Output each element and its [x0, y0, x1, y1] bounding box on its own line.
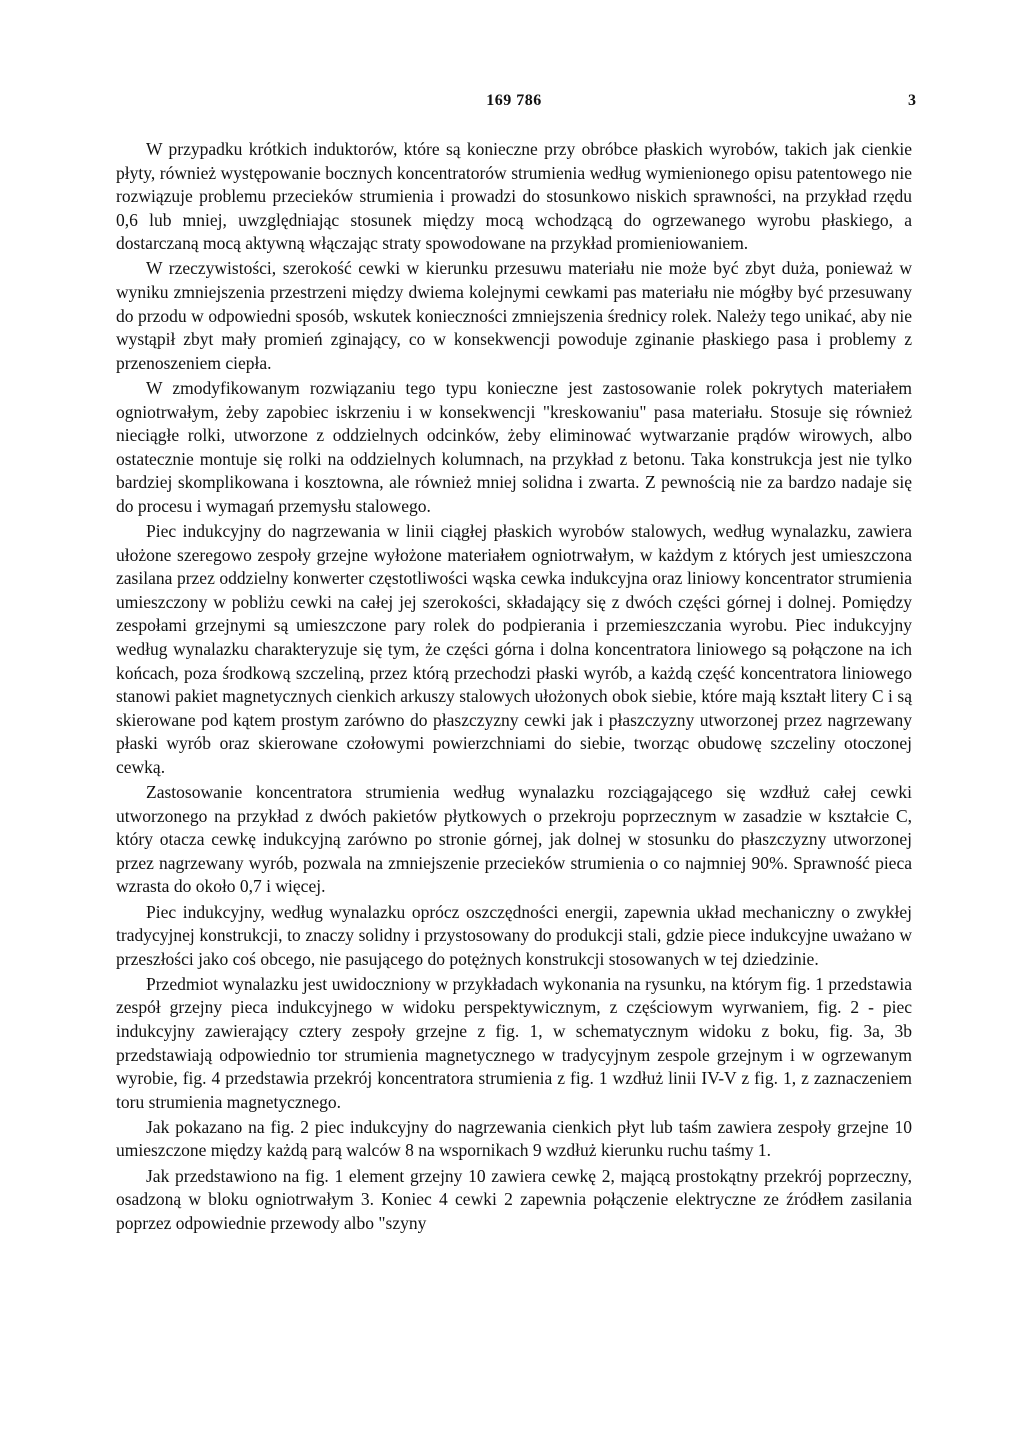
paragraph: Jak przedstawiono na fig. 1 element grzejny 10 zawiera cewkę 2, mającą prostokątny przekrój poprzeczny, osadzoną w bloku ogniotrwałym 3. Koniec 4 cewki 2 zapewnia połączenie elektryczne ze źródłem zasilania poprzez odpowiednie przewody albo "szyny: [116, 1165, 912, 1233]
page-header: [116, 92, 916, 118]
document-page: [116, 92, 916, 1237]
patent-number: 169 786: [486, 92, 542, 109]
paragraph: W zmodyfikowanym rozwiązaniu tego typu konieczne jest zastosowanie rolek pokrytych materiałem ogniotrwałym, żeby zapobiec iskrzeniu i w konsekwencji "kreskowaniu" pasa materiału. Stosuje się również nieciągłe rolki, utworzone z oddzielnych odcinków, żeby eliminować wytwarzanie prądów wirowych, albo ostatecznie montuje się rolki na oddzielnych kolumnach, na przykład z betonu. Taka konstrukcja jest nie tylko bardziej skomplikowana i kosztowna, ale również mniej solidna i zwarta. Z pewnością nie za bardzo nadaje się do procesu i wymagań przemysłu stalowego.: [116, 377, 912, 516]
paragraph: Zastosowanie koncentratora strumienia według wynalazku rozciągającego się wzdłuż całej cewki utworzonego na przykład z dwóch pakietów płytkowych o przekroju poprzecznym w zasadzie w kształcie C, który otacza cewkę indukcyjną zarówno po stronie górnej, jak dolnej w stosunku do płaszczyzny utworzonej przez nagrzewany wyrób, pozwala na zmniejszenie przecieków strumienia o co najmniej 90%. Sprawność pieca wzrasta do około 0,7 i więcej.: [116, 782, 912, 897]
paragraph: Jak pokazano na fig. 2 piec indukcyjny do nagrzewania cienkich płyt lub taśm zawiera zespoły grzejne 10 umieszczone między każdą parą walców 8 na wspornikach 9 wzdłuż kierunku ruchu taśmy 1.: [116, 1116, 912, 1161]
body-text: [116, 138, 912, 1235]
paragraph: W rzeczywistości, szerokość cewki w kierunku przesuwu materiału nie może być zbyt duża, ponieważ w wyniku zmniejszenia przestrzeni między dwiema kolejnymi cewkami pas materiału nie mógłby być przesuwany do przodu w odpowiedni sposób, wskutek konieczności zmniejszenia średnicy rolek. Należy tego unikać, aby nie wystąpił zbyt mały promień zginający, co w konsekwencji powoduje zginanie płaskiego pasa i problemy z przenoszeniem ciepła.: [116, 258, 912, 373]
paragraph: W przypadku krótkich induktorów, które są konieczne przy obróbce płaskich wyrobów, takich jak cienkie płyty, również występowanie bocznych koncentratorów strumienia według wymienionego opisu patentowego nie rozwiązuje problemu przecieków strumienia i prowadzi do stosunkowo niskich sprawności, na przykład rzędu 0,6 lub mniej, uwzględniając stosunek między mocą wchodzącą do ogrzewanego wyrobu płaskiego, a dostarczaną mocą aktywną włączając straty spowodowane na przykład promieniowaniem.: [116, 139, 912, 254]
paragraph: Piec indukcyjny, według wynalazku oprócz oszczędności energii, zapewnia układ mechaniczny o zwykłej tradycyjnej konstrukcji, to znaczy solidny i przystosowany do produkcji stali, gdzie piece indukcyjne uważano w przeszłości jako coś obcego, nie pasującego do potężnych konstrukcji stosowanych w tej dziedzinie.: [116, 901, 912, 969]
paragraph: Piec indukcyjny do nagrzewania w linii ciągłej płaskich wyrobów stalowych, według wynalazku, zawiera ułożone szeregowo zespoły grzejne wyłożone materiałem ogniotrwałym, w każdym z których jest umieszczona zasilana przez oddzielny konwerter częstotliwości wąska cewka indukcyjna oraz liniowy koncentrator strumienia umieszczony w pobliżu cewki na całej jej szerokości, składający się z dwóch części górnej i dolnej. Pomiędzy zespołami grzejnymi są umieszczone pary rolek do podpierania i przemieszczania wyrobu. Piec indukcyjny według wynalazku charakteryzuje się tym, że części górna i dolna koncentratora liniowego są połączone na ich końcach, poza środkową szczeliną, przez którą przechodzi płaski wyrób, a każdą część koncentratora liniowego stanowi pakiet magnetycznych cienkich arkuszy stalowych ułożonych obok siebie, które mają kształt litery C i są skierowane pod kątem prostym zarówno do płaszczyzny cewki jak i płaszczyzny utworzonej przez nagrzewany płaski wyrób oraz skierowane czołowymi powierzchniami do siebie, tworząc obudowę szczeliny otoczonej cewką.: [116, 521, 912, 777]
page-number: 3: [908, 92, 916, 109]
paragraph: Przedmiot wynalazku jest uwidoczniony w przykładach wykonania na rysunku, na którym fig. 1 przedstawia zespół grzejny pieca indukcyjnego w widoku perspektywicznym, z częściowym wyrwaniem, fig. 2 - piec indukcyjny zawierający cztery zespoły grzejne z fig. 1, w schematycznym widoku z boku, fig. 3a, 3b przedstawiają odpowiednio tor strumienia magnetycznego w tradycyjnym zespole grzejnym i w ogrzewanym wyrobie, fig. 4 przedstawia przekrój koncentratora strumienia z fig. 1 wzdłuż linii IV-V z fig. 1, z zaznaczeniem toru strumienia magnetycznego.: [116, 973, 912, 1112]
